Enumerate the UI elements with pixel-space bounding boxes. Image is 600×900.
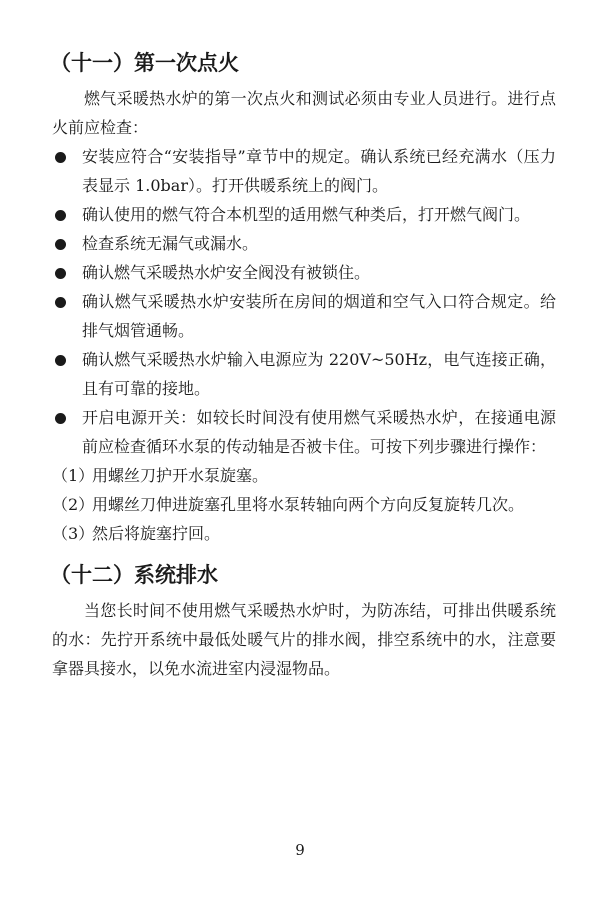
step-item (52, 461, 556, 490)
page-content (52, 46, 556, 683)
step-text: 然后将旋塞拧回。 (92, 524, 221, 543)
bullet-dot-icon (55, 297, 66, 308)
drain-paragraph: 当您长时间不使用燃气采暖热水炉时，为防冻结，可排出供暖系统的水：先拧开系统中最低处暖气片的排水阀，排空系统中的水，注意要拿器具接水，以免水流进室内浸湿物品。 (52, 601, 556, 678)
bullet-text: 安装应符合“安装指导”章节中的规定。确认系统已经充满水（压力表显示 1.0bar）。打开供暖系统上的阀门。 (82, 147, 556, 195)
bullet-dot-icon (55, 268, 66, 279)
intro-paragraph: 燃气采暖热水炉的第一次点火和测试必须由专业人员进行。进行点火前应检查： (52, 89, 556, 137)
page-number: 9 (295, 841, 305, 859)
bullet-text: 开启电源开关：如较长时间没有使用燃气采暖热水炉，在接通电源前应检查循环水泵的传动轴是否被卡住。可按下列步骤进行操作： (82, 408, 556, 456)
bullet-item (52, 287, 556, 345)
bullet-text: 检查系统无漏气或漏水。 (82, 234, 259, 253)
bullet-item (52, 142, 556, 200)
bullet-text: 确认燃气采暖热水炉安全阀没有被锁住。 (82, 263, 371, 282)
bullet-text: 确认燃气采暖热水炉安装所在房间的烟道和空气入口符合规定。给排气烟管通畅。 (82, 292, 556, 340)
step-text: 用螺丝刀护开水泵旋塞。 (92, 466, 269, 485)
step-number: （1） (52, 466, 95, 485)
bullet-dot-icon (55, 355, 66, 366)
bullet-text: 确认燃气采暖热水炉输入电源应为 220V~50Hz，电气连接正确，且有可靠的接地。 (82, 350, 556, 398)
step-number: （3） (52, 524, 95, 543)
bullet-text: 确认使用的燃气符合本机型的适用燃气种类后，打开燃气阀门。 (82, 205, 531, 224)
bullet-item (52, 258, 556, 287)
bullet-item (52, 345, 556, 403)
step-item (52, 490, 556, 519)
bullet-dot-icon (55, 152, 66, 163)
section-heading-first-ignition: （十一）第一次点火 (50, 51, 239, 75)
section-heading-system-drain: （十二）系统排水 (50, 563, 218, 587)
step-text: 用螺丝刀伸进旋塞孔里将水泵转轴向两个方向反复旋转几次。 (92, 495, 525, 514)
bullet-dot-icon (55, 413, 66, 424)
bullet-item (52, 403, 556, 461)
bullet-dot-icon (55, 210, 66, 221)
step-item (52, 519, 556, 548)
bullet-dot-icon (55, 239, 66, 250)
bullet-item (52, 229, 556, 258)
step-number: （2） (52, 495, 95, 514)
bullet-item (52, 200, 556, 229)
